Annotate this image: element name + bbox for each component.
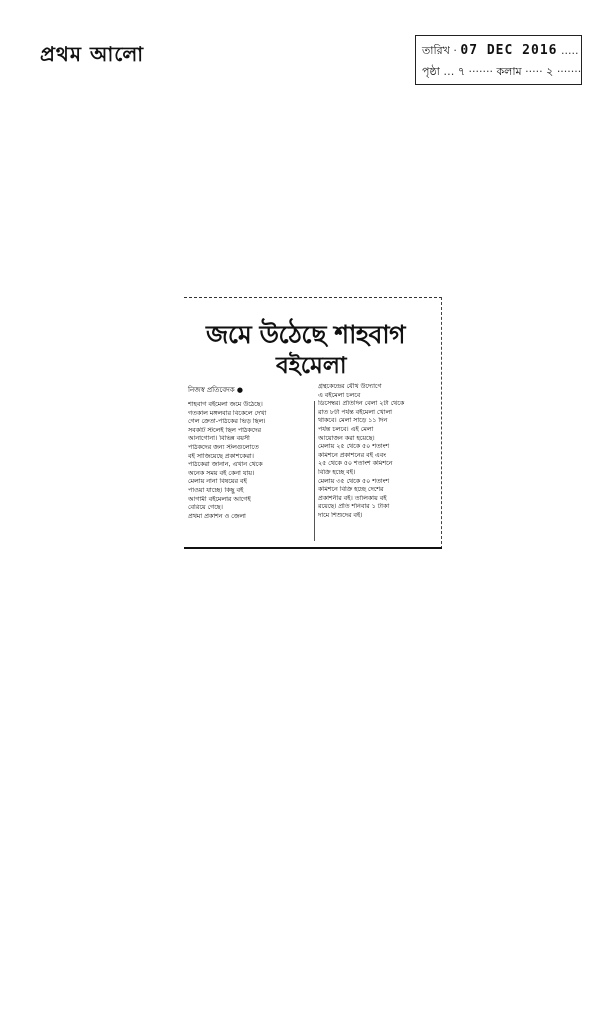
- article-text-line: আগামী বইমেলার আগেই: [188, 495, 251, 503]
- stamp-date-value: 07 DEC 2016: [460, 43, 558, 58]
- article-text-line: আয়োজন করা হয়েছে।: [318, 434, 375, 442]
- article-text-line: বেরিয়ে গেছে।: [188, 504, 223, 512]
- article-text-line: ডিসেম্বর। প্রতিদিন বেলা ২টা থেকে: [318, 400, 405, 408]
- stamp-column-label: কলাম: [496, 65, 522, 78]
- article-text-line: কমিশনে বিক্রি হচ্ছে দেশের: [318, 486, 384, 494]
- clipping-top-edge: [184, 297, 442, 300]
- article-text-line: গতকাল মঙ্গলবার বিকেলে দেখা: [188, 409, 267, 417]
- article-text-line: কমিশনে প্রকাশনের বই এবং: [318, 451, 386, 459]
- article-text-line: সবকটি স্টলেই ছিল পাঠকদের: [188, 426, 262, 434]
- article-byline: নিজস্ব প্রতিবেদক ●: [188, 386, 244, 394]
- article-text-line: গেল ক্রেতা-পাঠকের ভিড় ছিল।: [188, 418, 266, 426]
- article-text-line: প্রকাশনীর বই। তালিকায় বই: [318, 494, 387, 502]
- article-text-line: পাঠকেরা জানান, এখান থেকে: [188, 461, 263, 469]
- article-text-line: পর্যন্ত চলবে। এই মেলা: [318, 425, 374, 433]
- article-headline-line2: বইমেলা: [276, 353, 347, 379]
- archive-stamp: [415, 35, 582, 85]
- article-text-line: বিক্রি হচ্ছে বই।: [318, 468, 356, 476]
- article-text-line: রয়েছে। প্রতি শনিবার ১ টাকা: [318, 503, 390, 511]
- newspaper-masthead: প্রথম আলো: [40, 42, 145, 66]
- article-text-line: ২৫ থেকে ৫০ শতাংশ কমিশনে: [318, 460, 393, 468]
- clipping-bottom-rule: [184, 547, 442, 549]
- article-text-line: পাঠকদের জন্য স্টলগুলোতে: [188, 443, 259, 451]
- article-text-line: শাহবাগ বইমেলা জমে উঠেছে।: [188, 401, 263, 408]
- article-text-line: মেলায় ২৫ থেকে ৫০ শতাংশ: [318, 443, 389, 451]
- article-text-line: মেলায় ৩৫ থেকে ৫০ শতাংশ: [318, 477, 389, 485]
- clipping-right-edge: [440, 297, 442, 549]
- article-text-line: প্রথমা প্রকাশন ও জেলা: [188, 512, 246, 520]
- article-text-line: অনেক সময় বই কেনা যায়।: [188, 469, 255, 477]
- article-text-line: দামে শিশুদের বই।: [318, 511, 363, 519]
- article-column-1: [188, 401, 315, 541]
- newspaper-clipping: [184, 297, 442, 549]
- stamp-date-row: তারিখ · 07 DEC 2016 .....: [422, 43, 579, 58]
- stamp-page-value: ৭: [457, 65, 465, 78]
- stamp-page-label: পৃষ্ঠা: [422, 65, 440, 78]
- article-text-line: এ বইমেলা চলবে: [318, 391, 361, 399]
- article-text-line: থাকবে। মেলা সাড়ে ১১ দিন: [318, 417, 388, 425]
- article-text-line: মেলায় নানা বিষয়ের বই: [188, 478, 247, 486]
- article-text-line: পাওয়া যাচ্ছে। কিছু বই: [188, 486, 244, 494]
- article-text-line: রাত ৮টা পর্যন্ত বইমেলা খোলা: [318, 408, 392, 416]
- article-column-2: [318, 383, 436, 543]
- article-headline-line1: জমে উঠেছে শাহবাগ: [206, 320, 406, 349]
- stamp-date-label: তারিখ: [422, 44, 450, 57]
- article-text-line: আনাগোনা। বিভিন্ন বয়সী: [188, 435, 250, 443]
- article-text-line: বই সাজিয়েছে প্রকাশকেরা।: [188, 452, 254, 460]
- stamp-column-value: ২: [546, 65, 554, 78]
- stamp-page-row: পৃষ্ঠা … ৭ ······· কলাম ····· ২ ·······: [422, 65, 582, 78]
- article-text-line: গ্রন্থকেন্দ্রের যৌথ উদ্যোগে: [318, 383, 382, 390]
